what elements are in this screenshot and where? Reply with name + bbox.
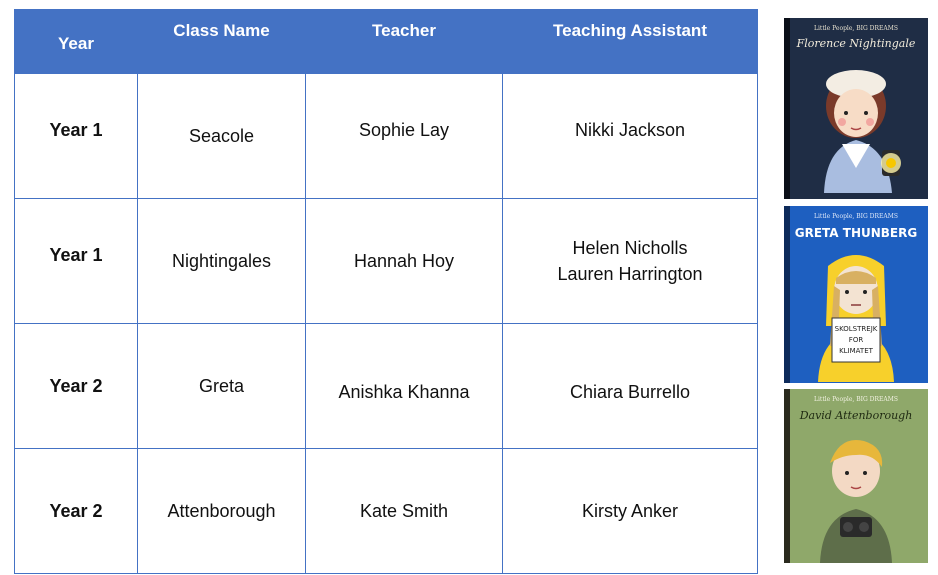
class-name-cell: Attenborough xyxy=(167,501,276,521)
book-series-label: Little People, BIG DREAMS xyxy=(814,213,898,220)
book-cover-david-attenborough xyxy=(784,389,928,563)
sign-line: FOR xyxy=(848,336,864,344)
teacher-cell: Hannah Hoy xyxy=(353,251,455,271)
teacher-cell: Kate Smith xyxy=(359,501,449,521)
teacher-cell: Sophie Lay xyxy=(358,120,450,140)
class-name-cell: Seacole xyxy=(188,126,255,146)
book-cover-greta-thunberg xyxy=(784,206,928,383)
year-cell: Year 2 xyxy=(49,376,103,396)
class-name-cell: Nightingales xyxy=(171,251,272,271)
book-cover-florence-nightingale xyxy=(784,18,928,199)
book-title: Florence Nightingale xyxy=(796,37,916,50)
sign-line: SKOLSTREJK xyxy=(834,325,878,333)
table-row xyxy=(15,74,758,199)
assistant-cell: Chiara Burrello xyxy=(569,382,691,402)
assistant-cell: Nikki Jackson xyxy=(574,120,686,140)
class-name-cell: Greta xyxy=(198,376,245,396)
year-cell: Year 1 xyxy=(49,120,103,140)
table-row xyxy=(15,199,758,324)
book-title: GRETA THUNBERG xyxy=(794,226,918,240)
table-header-row xyxy=(15,10,758,74)
teacher-cell: Anishka Khanna xyxy=(338,382,470,402)
class-table xyxy=(14,9,758,574)
year-cell: Year 2 xyxy=(49,501,103,521)
assistant-cell: Helen Nicholls xyxy=(572,238,688,258)
book-title: David Attenborough xyxy=(799,409,913,422)
assistant-cell: Kirsty Anker xyxy=(581,501,679,521)
book-series-label: Little People, BIG DREAMS xyxy=(814,25,898,32)
header-teaching-assistant: Teaching Assistant xyxy=(503,10,758,74)
sign-line: KLIMATET xyxy=(839,347,873,355)
table-row xyxy=(15,449,758,574)
header-teacher: Teacher xyxy=(306,10,503,74)
header-class-name: Class Name xyxy=(138,10,306,74)
table-row xyxy=(15,324,758,449)
assistant-cell: Lauren Harrington xyxy=(557,264,703,284)
header-year: Year xyxy=(15,10,138,74)
book-series-label: Little People, BIG DREAMS xyxy=(814,396,898,403)
year-cell: Year 1 xyxy=(49,245,103,265)
